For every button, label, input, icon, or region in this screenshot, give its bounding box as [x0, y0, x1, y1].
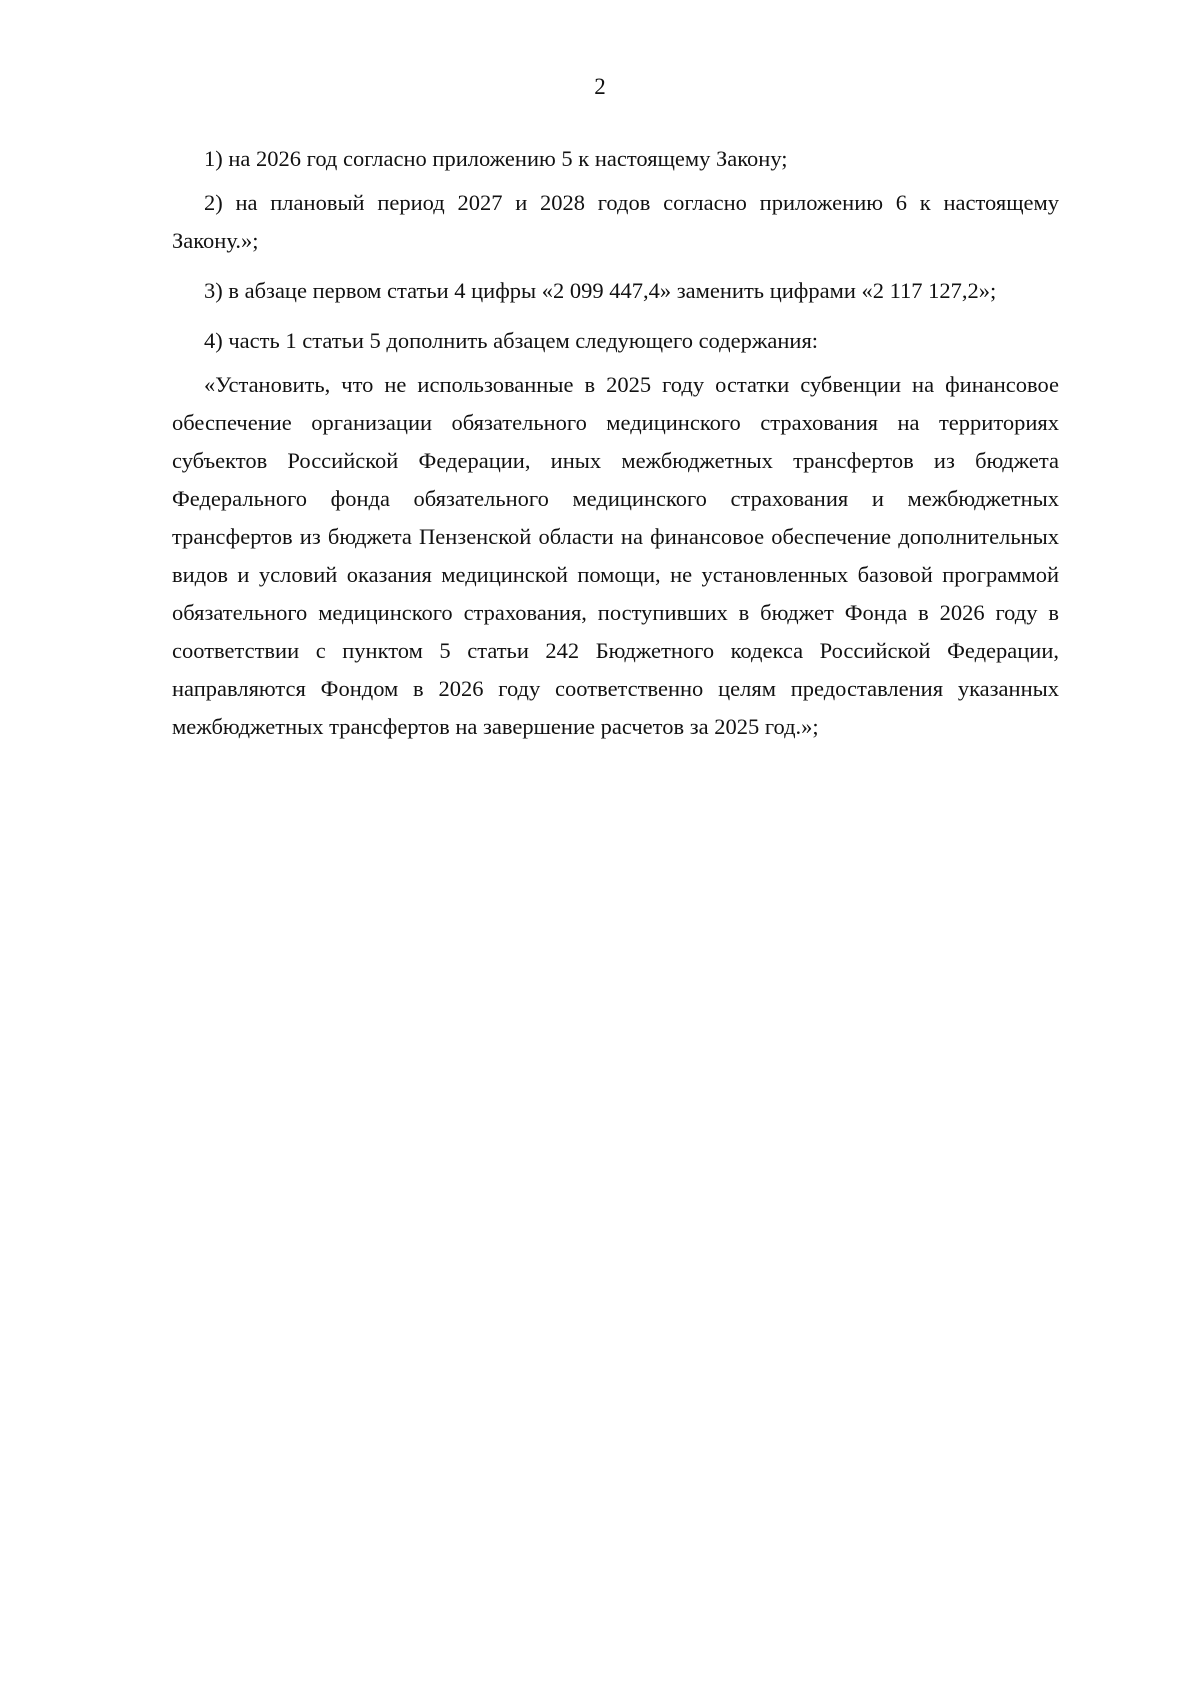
document-body: [172, 140, 1059, 746]
paragraph-quoted-text: «Установить, что не использованные в 2025 году остатки субвенции на финансовое обеспечение организации обязательного медицинского страхования на территориях субъектов Российской Федерации, иных межбюджетных трансфертов из бюджета Федерального фонда обязательного медицинского страхования и межбюджетных трансфертов из бюджета Пензенской области на финансовое обеспечение дополнительных видов и условий оказания медицинской помощи, не установленных базовой программой обязательного медицинского страхования, поступивших в бюджет Фонда в 2026 году в соответствии с пунктом 5 статьи 242 Бюджетного кодекса Российской Федерации, направляются Фондом в 2026 году соответственно целям предоставления указанных межбюджетных трансфертов на завершение расчетов за 2025 год.»;: [172, 372, 1059, 739]
paragraph-item-4: 4) часть 1 статьи 5 дополнить абзацем следующего содержания:: [204, 328, 819, 353]
page-number: 2: [594, 74, 606, 99]
paragraph-item-3: 3) в абзаце первом статьи 4 цифры «2 099 447,4» заменить цифрами «2 117 127,2»;: [204, 278, 997, 303]
paragraph-item-2: 2) на плановый период 2027 и 2028 годов согласно приложению 6 к настоящему Закону.»;: [172, 190, 1059, 253]
paragraph-item-1: 1) на 2026 год согласно приложению 5 к настоящему Закону;: [204, 146, 788, 171]
